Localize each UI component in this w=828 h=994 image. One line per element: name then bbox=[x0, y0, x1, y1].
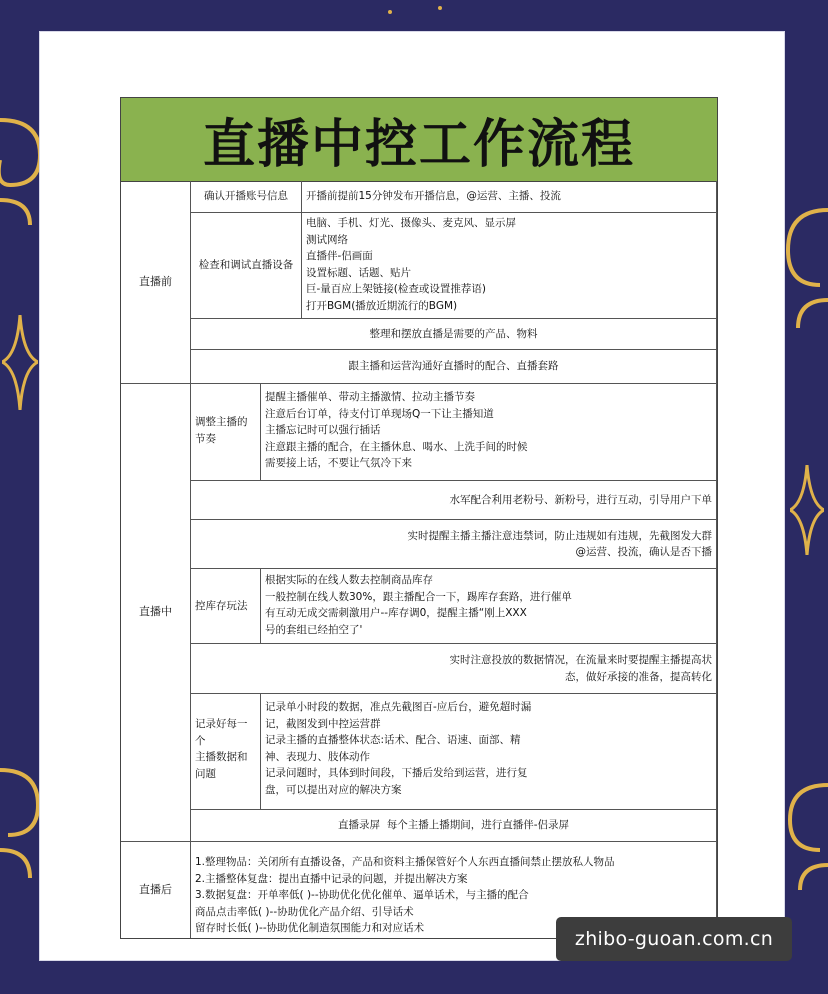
dot-ornament bbox=[380, 0, 460, 30]
cloud-ornament-right-top bbox=[780, 190, 828, 330]
cloud-ornament-left-bottom bbox=[0, 760, 45, 880]
adjust-rhythm-label: 调整主播的 节奏 bbox=[191, 384, 261, 481]
check-equipment-content: 电脑、手机、灯光、摄像头、麦克风、显示屏 测试网络 直播伴-侣画面 设置标题、话题、贴片 巨-量百应上架链接(检查或设置推荐语) 打开BGM(播放近期流行的BGM) bbox=[302, 213, 717, 319]
adjust-rhythm-content: 提醒主播催单、带动主播激情、拉动主播节奏 注意后台订单，待支付订单现场Q一下让主播知道 主播忘记时可以强行插话 注意跟主播的配合，在主播休息、喝水、上洗手间的时候 需要接上话，不要让气氛冷下来 bbox=[261, 384, 717, 481]
sparkle-icon-right bbox=[790, 465, 824, 555]
title-banner bbox=[121, 98, 717, 182]
phase-before: 直播前 bbox=[121, 181, 191, 384]
after-content: 1.整理物品：关闭所有直播设备，产品和资料主播保管好个人东西直播间禁止摆放私人物品 2.主播整体复盘：提出直播中记录的问题，并提出解决方案 3.数据复盘：开单率低( )--协助优化优化催单、逼单话术，与主播的配合 商品点击率低( )--协助优化产品介绍、引导话术 留存时长低( )--协助优化制造氛围能力和对应话术 bbox=[191, 842, 717, 938]
record-data-content: 记录单小时段的数据，准点先截图百-应后台，避免超时漏 记，截图发到中控运营群 记录主播的直播整体状态:话术、配合、语速、面部、精 神、表现力、肢体动作 记录问题时，具体到时间段，下播后发给到运营，进行复 盘，可以提出对应的解决方案 bbox=[261, 694, 717, 810]
stock-control-label: 控库存玩法 bbox=[191, 569, 261, 644]
watermark-label: zhibo-guoan.com.cn bbox=[556, 917, 792, 961]
sparkle-icon-left bbox=[2, 315, 38, 410]
workflow-table bbox=[120, 97, 718, 939]
phase-after: 直播后 bbox=[121, 842, 191, 938]
prepare-products-row: 整理和摆放直播是需要的产品、物料 bbox=[191, 319, 717, 350]
phase-during: 直播中 bbox=[121, 384, 191, 842]
cloud-ornament-right-bottom bbox=[782, 770, 828, 890]
confirm-account-content: 开播前提前15分钟发布开播信息，@运营、主播、投流 bbox=[302, 181, 717, 213]
check-equipment-label: 检查和调试直播设备 bbox=[191, 213, 302, 319]
traffic-monitor-row: 实时注意投放的数据情况，在流量来时要提醒主播提高状 态，做好承接的准备，提高转化 bbox=[191, 644, 717, 694]
fan-accounts-row: 水军配合利用老粉号、新粉号，进行互动，引导用户下单 bbox=[191, 481, 717, 520]
page-title: 直播中控工作流程 bbox=[202, 115, 635, 175]
communicate-row: 跟主播和运营沟通好直播时的配合、直播套路 bbox=[191, 350, 717, 384]
screen-record-row: 直播录屏 每个主播上播期间，进行直播伴-侣录屏 bbox=[191, 810, 717, 842]
record-data-label: 记录好每一 个 主播数据和 问题 bbox=[191, 694, 261, 810]
banned-words-row: 实时提醒主播主播注意违禁词，防止违规如有违规，先截图发大群 @运营、投流，确认是否下播 bbox=[191, 520, 717, 569]
confirm-account-label: 确认开播账号信息 bbox=[191, 181, 302, 213]
stock-control-content: 根据实际的在线人数去控制商品库存 一般控制在线人数30%，跟主播配合一下，踢库存套路，进行催单 有互动无成交需刺激用户--库存调0，提醒主播“刚上XXX 号的套组已经拍空了' bbox=[261, 569, 717, 644]
